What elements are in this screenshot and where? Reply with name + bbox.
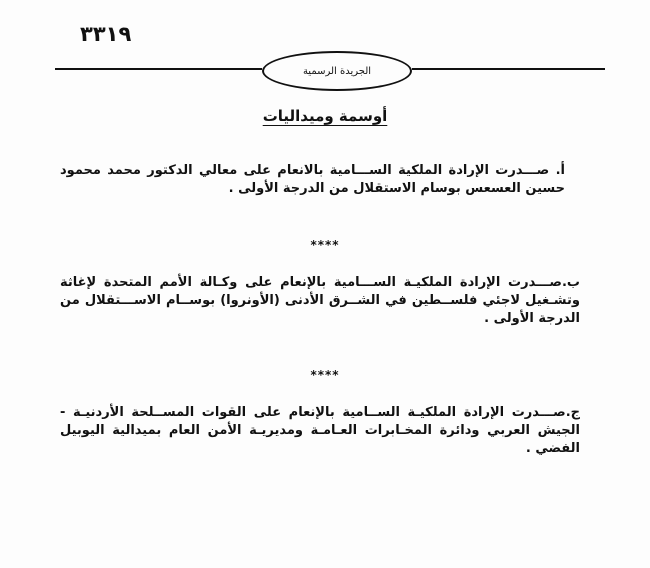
separator: **** (310, 238, 340, 252)
section-title-text: أوسمة وميداليات (262, 107, 388, 125)
gazette-masthead (262, 51, 412, 91)
item-text: صـــدرت الإرادة الملكيـة الســامية بالإنعام على القوات المســلحة الأردنيـة - الجيش العربي ودائرة المخـابرات العـامـة ومديريـة الأمن العام بميدالية اليوبيل الفضي . (60, 405, 580, 456)
item-marker: أ. (555, 163, 565, 178)
item-marker: ج. (565, 405, 580, 420)
decree-item-b (60, 274, 580, 328)
decree-item-a (60, 162, 565, 198)
section-title (0, 106, 650, 125)
gazette-name: الجريدة الرسمية (302, 65, 372, 77)
page-number: ٣٣١٩ (80, 22, 132, 46)
header-rule-left (55, 68, 262, 70)
item-text: صـــدرت الإرادة الملكيـة الســـامية بالإنعام على وكـالة الأمم المتحدة لإغاثة وتشـغيل لاجئي فلســطين في الشــرق الأدنى (الأونروا) بوســام الاســـتقلال من الدرجة الأولى . (60, 275, 580, 326)
separator: **** (310, 368, 340, 382)
item-text: صـــدرت الإرادة الملكية الســـامية بالانعام على معالي الدكتور محمد محمود حسين العسعس بوسام الاستقلال من الدرجة الأولى . (60, 163, 565, 196)
decree-item-c (60, 404, 580, 458)
header-rule-right (412, 68, 605, 70)
item-marker: ب. (561, 275, 580, 290)
